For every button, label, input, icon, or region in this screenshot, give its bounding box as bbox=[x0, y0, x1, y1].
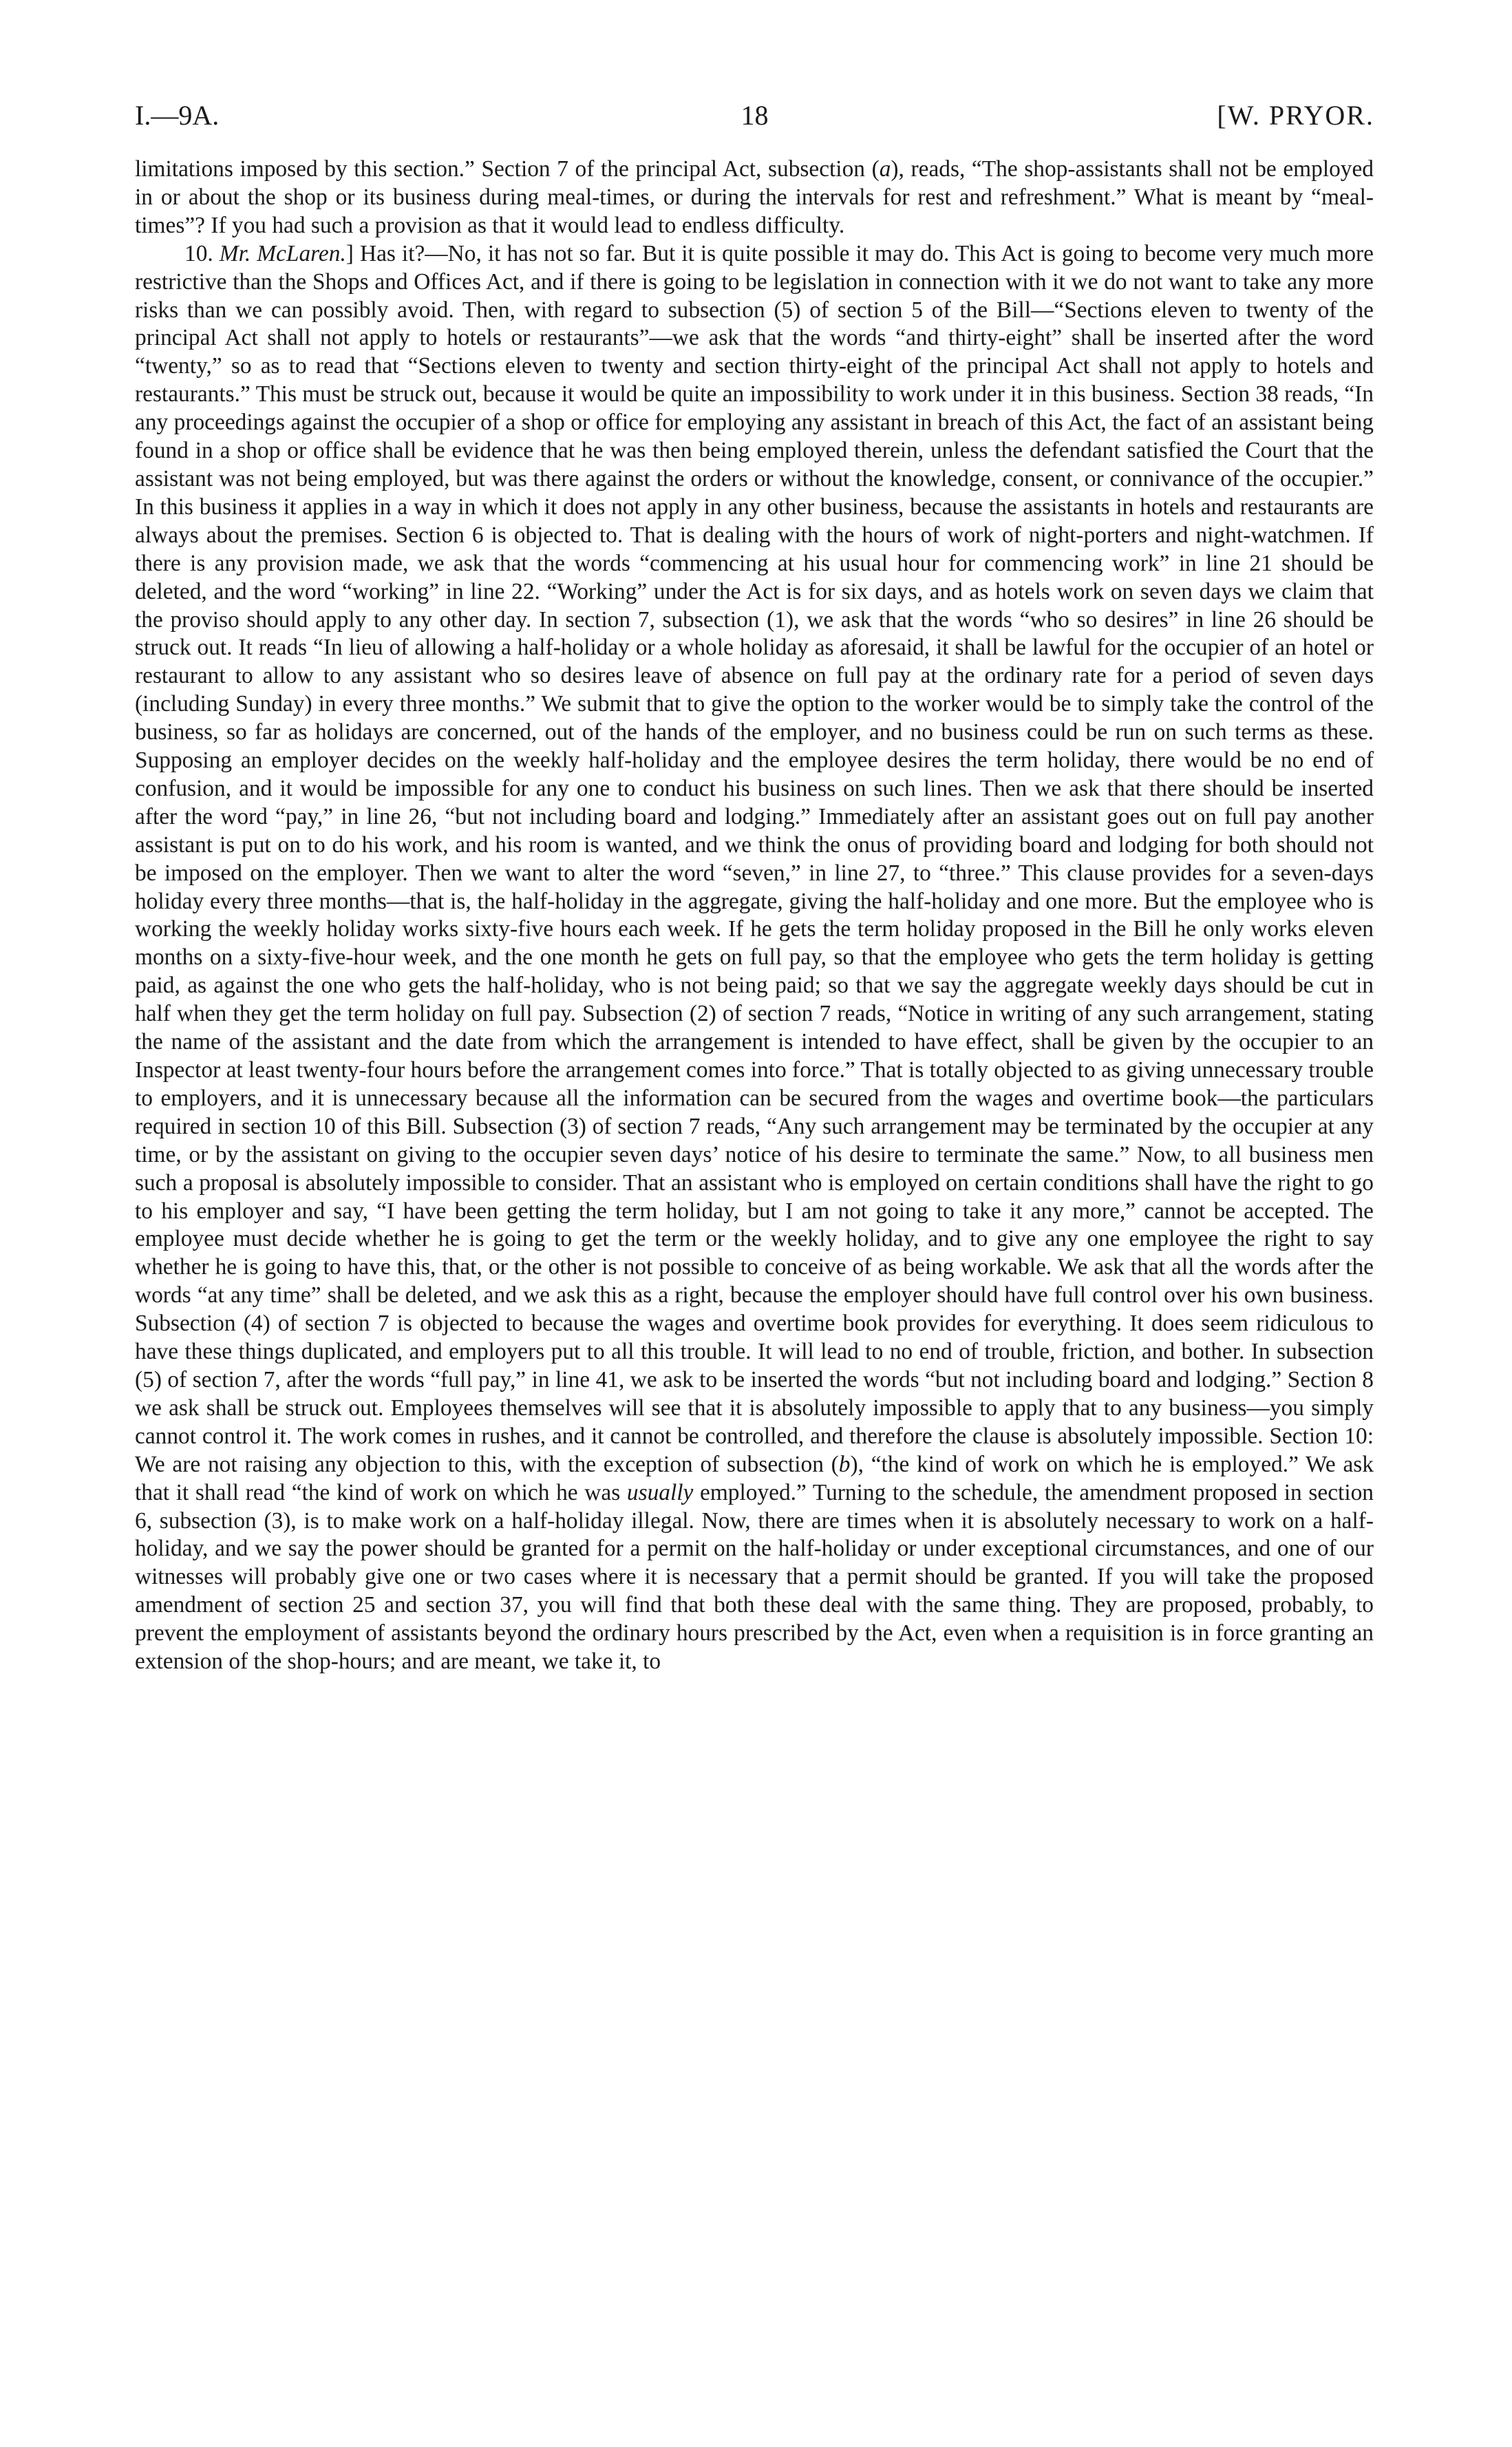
italic-text: a bbox=[879, 156, 891, 182]
witness-name: [W. PRYOR. bbox=[1217, 100, 1374, 131]
paragraph bbox=[135, 240, 1374, 1676]
text-segment: employed.” Turning to the schedule, the amendment proposed in section 6, subsection (3), is to make work on a half-holiday illegal. Now, there are times when it is absolutely necessary to work on a half-holiday, and we say the power should be granted for a permit on the half-holiday or under exceptional circumstances, and one of our witnesses will probably give one or two cases where it is necessary that a permit should be granted. If you will take the proposed amendment of section 25 and section 37, you will find that both these deal with the same thing. They are proposed, probably, to prevent the employment of assistants beyond the ordinary hours prescribed by the Act, even when a requisition is in force granting an extension of the shop-hours; and are meant, we take it, to bbox=[135, 1479, 1374, 1675]
page-header bbox=[135, 95, 1374, 136]
page-number: 18 bbox=[741, 100, 769, 131]
text-segment: limitations imposed by this section.” Section 7 of the principal Act, subsection ( bbox=[135, 156, 880, 182]
body-text bbox=[135, 156, 1374, 1676]
italic-text: b bbox=[838, 1451, 851, 1477]
italic-text: usually bbox=[626, 1479, 694, 1505]
text-segment: ] Has it?—No, it has not so far. But it is quite possible it may do. This Act is going to become very much more restrictive than the Shops and Offices Act, and if there is going to be legislation in connection with it we do not want to take any more risks than we can possibly avoid. Then, with regard to subsection (5) of section 5 of the Bill—“Sections eleven to twenty of the principal Act shall not apply to hotels or restaurants”—we ask that the words “and thirty-eight” shall be inserted after the word “twenty,” so as to read that “Sections eleven to twenty and section thirty-eight of the principal Act shall not apply to hotels and restaurants.” This must be struck out, because it would be quite an impossibility to work under it in this business. Section 38 reads, “In any proceedings against the occupier of a shop or office for employing any assistant in breach of this Act, the fact of an assistant being found in a shop or office shall be evidence that he was then being employed therein, unless the defendant satisfied the Court that the assistant was not being employed, but was there against the orders or without the knowledge, consent, or connivance of the occupier.” In this business it applies in a way in which it does not apply in any other business, because the assistants in hotels and restaurants are always about the premises. Section 6 is objected to. That is dealing with the hours of work of night-porters and night-watchmen. If there is any provision made, we ask that the words “commencing at his usual hour for commencing work” in line 21 should be deleted, and the word “working” in line 22. “Working” under the Act is for six days, and as hotels work on seven days we claim that the proviso should apply to any other day. In section 7, subsection (1), we ask that the words “who so desires” in line 26 should be struck out. It reads “In lieu of allowing a half-holiday or a whole holiday as aforesaid, it shall be lawful for the occupier of an hotel or restaurant to allow to any assistant who so desires leave of absence on full pay at the ordinary rate for a period of seven days (including Sunday) in every three months.” We submit that to give the option to the worker would be to simply take the control of the business, so far as holidays are concerned, out of the hands of the employer, and no business could be run on such terms as these. Supposing an employer decides on the weekly half-holiday and the employee desires the term holiday, there would be no end of confusion, and it would be impossible for any one to conduct his business on such lines. Then we ask that there should be inserted after the word “pay,” in line 26, “but not including board and lodging.” Immediately after an assistant goes out on full pay another assistant is put on to do his work, and his room is wanted, and we think the onus of providing board and lodging for both should not be imposed on the employer. Then we want to alter the word “seven,” in line 27, to “three.” This clause provides for a seven-days holiday every three months—that is, the half-holiday in the aggregate, giving the half-holiday and one more. But the employee who is working the weekly holiday works sixty-five hours each week. If he gets the term holiday proposed in the Bill he only works eleven months on a sixty-five-hour week, and the one month he gets on full pay, so that the employee who gets the term holiday is getting paid, as against the one who gets the half-holiday, who is not being paid; so that we say the aggregate weekly days should be cut in half when they get the term holiday on full pay. Subsection (2) of section 7 reads, “Notice in writing of any such arrangement, stating the name of the assistant and the date from which the arrangement is intended to have effect, shall be given by the occupier to an Inspector at least twenty-four hours before the arrangement comes into force.” That is totally objected to as giving unnecessary trouble to employers, and it is unnecessary because all the information can be secured from the wages and overtime book—the particulars required in section 10 of this Bill. Subsection (3) of section 7 reads, “Any such arrangement may be terminated by the occupier at any time, or by the assistant on giving to the occupier seven days’ notice of his desire to terminate the same.” Now, to all business men such a proposal is absolutely impossible to consider. That an assistant who is employed on certain conditions shall have the right to go to his employer and say, “I have been getting the term holiday, but I am not going to take it any more,” cannot be accepted. The employee must decide whether he is going to get the term or the weekly holiday, and to give any one employee the right to say whether he is going to have this, that, or the other is not possible to conceive of as being workable. We ask that all the words after the words “at any time” shall be deleted, and we ask this as a right, because the employer should have full control over his own business. Subsection (4) of section 7 is objected to because the wages and overtime book provides for everything. It does seem ridiculous to have these things duplicated, and employers put to all this trouble. It will lead to no end of trouble, friction, and bother. In subsection (5) of section 7, after the words “full pay,” in line 41, we ask to be inserted the words “but not including board and lodging.” Section 8 we ask shall be struck out. Employees themselves will see that it is absolutely impossible to apply that to any business—you simply cannot control it. The work comes in rushes, and it cannot be controlled, and therefore the clause is absolutely impossible. Section 10: We are not raising any objection to this, with the exception of subsection ( bbox=[135, 240, 1374, 1477]
document-reference: I.—9A. bbox=[135, 100, 220, 131]
paragraph bbox=[135, 156, 1374, 240]
text-segment: 10. bbox=[184, 240, 220, 266]
text-segment: ), reads, “The shop-assistants shall not be employed in or about the shop or its business during meal-times, or during the intervals for rest and refreshment.” What is meant by “meal-times”? If you had such a provision as that it would lead to endless difficulty. bbox=[135, 156, 1374, 238]
text-segment: ), “the kind of work on which he is employed.” We ask that it shall read “the kind of work on which he was bbox=[135, 1451, 1374, 1505]
italic-text: Mr. McLaren. bbox=[219, 240, 346, 266]
